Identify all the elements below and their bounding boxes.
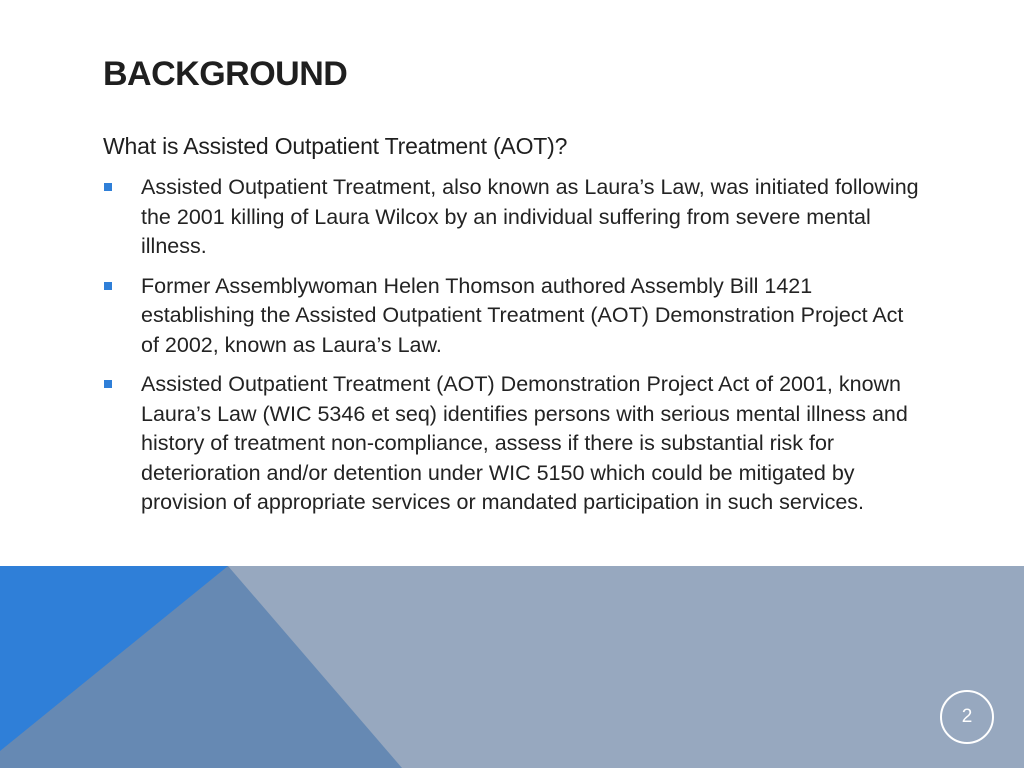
square-bullet-icon [104, 183, 112, 191]
bullet-item [103, 370, 923, 518]
bullet-list [103, 173, 923, 528]
slide-title: BACKGROUND [103, 55, 348, 93]
bullet-text: Assisted Outpatient Treatment, also known as Laura’s Law, was initiated following the 2001 killing of Laura Wilcox by an individual suffering from severe mental illness. [141, 175, 919, 258]
bullet-item [103, 272, 923, 361]
bullet-text: Assisted Outpatient Treatment (AOT) Demonstration Project Act of 2001, known Laura’s Law (WIC 5346 et seq) identifies persons with serious mental illness and history of treatment non-compliance, assess if there is substantial risk for deterioration and/or detention under WIC 5150 which could be mitigated by provision of appropriate services or mandated participation in such services. [141, 372, 908, 514]
footer-band [0, 566, 1024, 768]
bullet-item [103, 173, 923, 262]
slide-subtitle: What is Assisted Outpatient Treatment (AOT)? [103, 133, 568, 159]
page-number-badge [940, 690, 994, 744]
bullet-text: Former Assemblywoman Helen Thomson authored Assembly Bill 1421 establishing the Assisted Outpatient Treatment (AOT) Demonstration Project Act of 2002, known as Laura’s Law. [141, 273, 904, 357]
square-bullet-icon [104, 380, 112, 388]
page-number: 2 [961, 706, 973, 727]
square-bullet-icon [104, 282, 112, 290]
